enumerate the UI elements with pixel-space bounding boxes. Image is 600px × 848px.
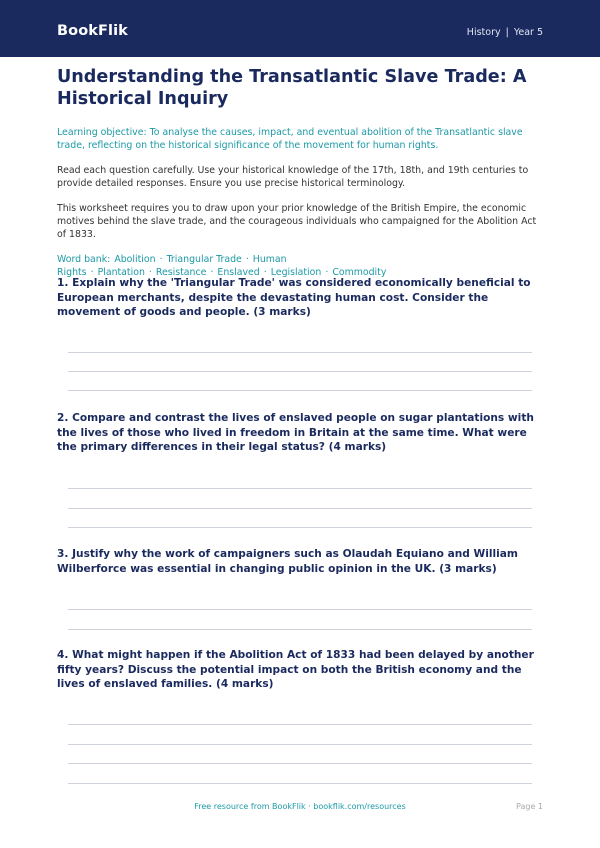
question-text: 4. What might happen if the Abolition Act of 1833 had been delayed by another fifty years? Discuss the potential impact on both the British economy and the lives of enslaved families. (4 marks) (57, 649, 534, 690)
answer-line[interactable] (68, 352, 532, 353)
question-4 (57, 648, 543, 692)
word-bank-term: Legislation (270, 267, 322, 278)
word-bank-separator: · (263, 267, 267, 278)
page-title: Understanding the Transatlantic Slave Trade: A Historical Inquiry (57, 67, 527, 109)
question-2 (57, 411, 543, 455)
word-bank-separator: · (210, 267, 214, 278)
word-bank-term: Abolition (114, 254, 156, 265)
footer-credit[interactable]: Free resource from BookFlik · bookflik.com/resources (194, 802, 406, 811)
page-number: Page 1 (516, 802, 543, 811)
word-bank-separator: · (90, 267, 94, 278)
question-text: 1. Explain why the 'Triangular Trade' was considered economically beneficial to European merchants, despite the devastating human cost. Consider the movement of goods and people. (3 marks) (57, 277, 531, 318)
answer-line[interactable] (68, 783, 532, 784)
intro-section (57, 66, 543, 279)
word-bank-separator: · (148, 267, 152, 278)
answer-line[interactable] (68, 527, 532, 528)
answer-line[interactable] (68, 724, 532, 725)
question-text: 3. Justify why the work of campaigners such as Olaudah Equiano and William Wilberforce was essential in changing public opinion in the UK. (3 marks) (57, 548, 518, 575)
answer-line[interactable] (68, 371, 532, 372)
breadcrumb (467, 27, 543, 38)
breadcrumb-subject: History (466, 27, 501, 38)
word-bank-separator: · (325, 267, 329, 278)
word-bank-separator: · (159, 254, 163, 265)
word-bank-term: Enslaved (217, 267, 260, 278)
word-bank-term: Commodity (332, 267, 387, 278)
learning-objective: Learning objective: To analyse the causes, impact, and eventual abolition of the Transatlantic slave trade, reflecting on the historical significance of the movement for human rights. (57, 127, 523, 151)
breadcrumb-year: Year 5 (513, 27, 543, 38)
question-1 (57, 276, 543, 320)
answer-line[interactable] (68, 744, 532, 745)
word-bank-term: Human Rights (57, 254, 287, 278)
context-paragraph: This worksheet requires you to draw upon your prior knowledge of the British Empire, the economic motives behind the slave trade, and the courageous individuals who campaigned for the Abolition Act of 1833. (57, 203, 537, 240)
answer-line[interactable] (68, 488, 532, 489)
answer-line[interactable] (68, 629, 532, 630)
word-bank-term: Resistance (155, 267, 207, 278)
question-text: 2. Compare and contrast the lives of enslaved people on sugar plantations with the lives of those who lived in freedom in Britain at the same time. What were the primary differences in their legal status? (4 marks) (57, 412, 534, 453)
answer-line[interactable] (68, 390, 532, 391)
brand-logo[interactable]: BookFlik (57, 23, 128, 39)
answer-line[interactable] (68, 508, 532, 509)
instructions-paragraph: Read each question carefully. Use your historical knowledge of the 17th, 18th, and 19th centuries to provide detailed responses. Ensure you use precise historical terminology. (57, 165, 529, 189)
header-bar (0, 0, 600, 57)
answer-line[interactable] (68, 609, 532, 610)
word-bank-term: Triangular Trade (166, 254, 242, 265)
answer-line[interactable] (68, 763, 532, 764)
word-bank-separator: · (245, 254, 249, 265)
word-bank-term: Plantation (97, 267, 145, 278)
question-3 (57, 547, 543, 576)
breadcrumb-separator: | (505, 27, 509, 38)
word-bank-label: Word bank: (57, 254, 111, 265)
